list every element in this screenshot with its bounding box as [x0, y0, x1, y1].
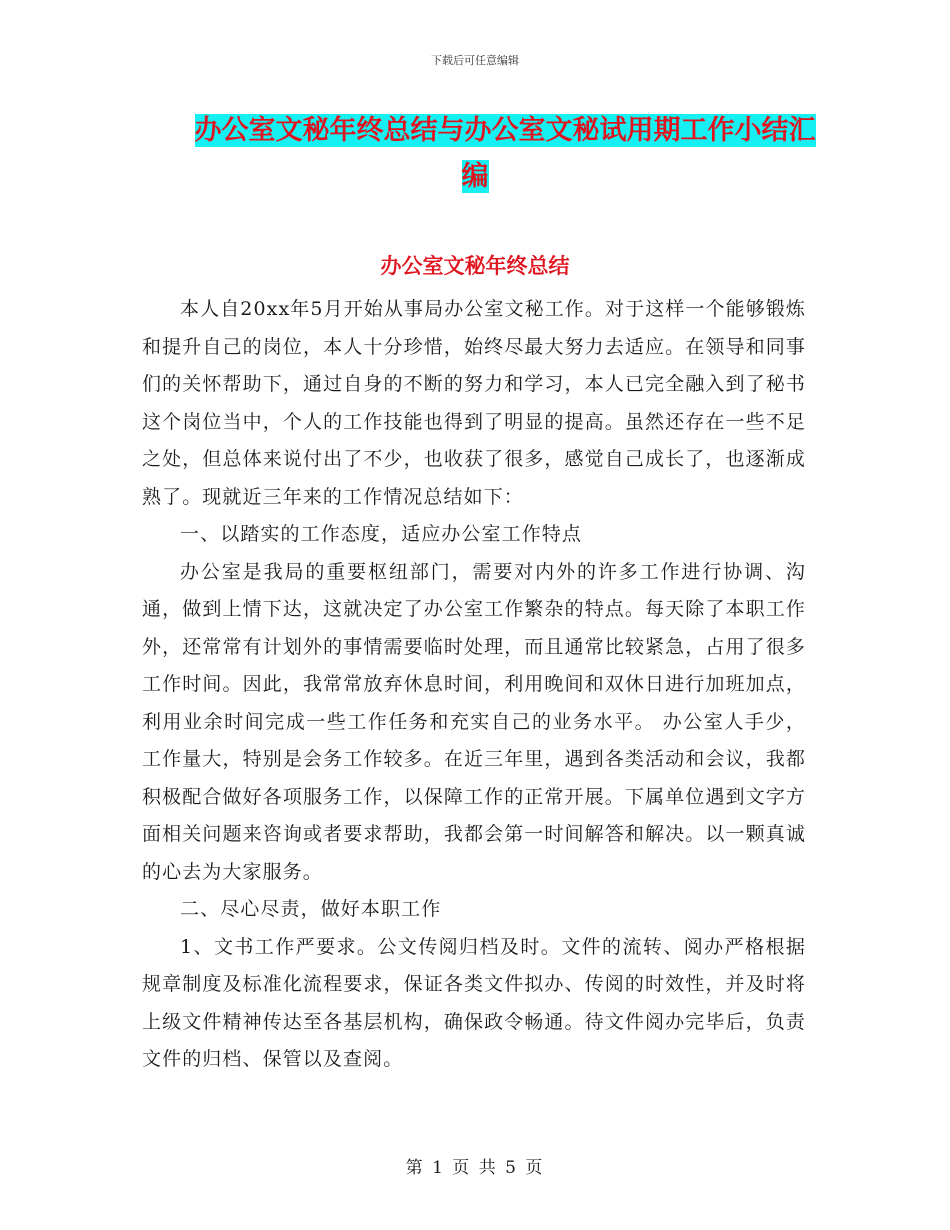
- paragraph: 1、文书工作严要求。公文传阅归档及时。文件的流转、阅办严格根据规章制度及标准化流程要求，保证各类文件拟办、传阅的时效性，并及时将上级文件精神传达至各基层机构，确保政令畅通。待文件阅办完毕后，负责文件的归档、保管以及查阅。: [142, 935, 806, 1070]
- main-title-line-1: [0, 108, 950, 154]
- body-text: [142, 291, 806, 1079]
- section-title: 办公室文秘年终总结: [380, 254, 570, 278]
- main-title-line-1-text: 办公室文秘年终总结与办公室文秘试用期工作小结汇: [194, 115, 816, 146]
- paragraph: 办公室是我局的重要枢纽部门，需要对内外的许多工作进行协调、沟通，做到上情下达，这就决定了办公室工作繁杂的特点。每天除了本职工作外，还常常有计划外的事情需要临时处理，而且通常比较紧急，占用了很多工作时间。因此，我常常放弃休息时间，利用晚间和双休日进行加班加点，利用业余时间完成一些工作任务和充实自己的业务水平。 办公室人手少，工作量大，特别是会务工作较多。在近三年里，遇到各类活动和会议，我都积极配合做好各项服务工作，以保障工作的正常开展。下属单位遇到文字方面相关问题来咨询或者要求帮助，我都会第一时间解答和解决。以一颗真诚的心去为大家服务。: [142, 560, 806, 883]
- main-title: [0, 108, 950, 200]
- main-title-line-2: [462, 160, 489, 193]
- paragraph: 一、以踏实的工作态度，适应办公室工作特点: [180, 523, 583, 545]
- page-footer: 第 1 页 共 5 页: [405, 1158, 545, 1178]
- paragraph: 二、尽心尽责，做好本职工作: [180, 898, 442, 920]
- header-note: 下载后可任意编辑: [431, 54, 519, 67]
- paragraph: 本人自20xx年5月开始从事局办公室文秘工作。对于这样一个能够锻炼和提升自己的岗位，本人十分珍惜，始终尽最大努力去适应。在领导和同事们的关怀帮助下，通过自身的不断的努力和学习，本人已完全融入到了秘书这个岗位当中，个人的工作技能也得到了明显的提高。虽然还存在一些不足之处，但总体来说付出了不少，也收获了很多，感觉自己成长了，也逐渐成熟了。现就近三年来的工作情况总结如下：: [142, 298, 806, 508]
- main-title-line-2-text: 编: [461, 161, 489, 192]
